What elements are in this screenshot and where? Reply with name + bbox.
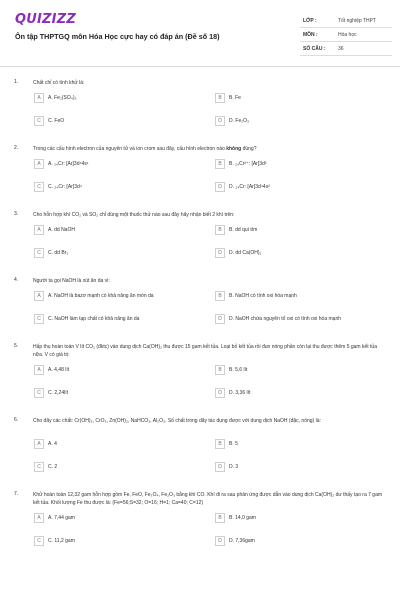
option-letter-box: A [34,439,44,449]
option-text: C. FeO [48,118,65,124]
option-d[interactable] [215,462,390,472]
option-d[interactable] [215,536,390,546]
question-number: 7. [14,491,19,497]
option-b[interactable] [215,365,390,375]
question-text: Trong các cấu hình electron của nguyên tử và ion crom sau đây, cấu hình electron nào không đúng? [33,146,257,152]
meta-value-question-count: 36 [338,46,344,52]
question-1 [0,74,400,140]
meta-value-class: Tốt nghiệp THPT [338,18,376,24]
option-text: A. ₂₄Cr: [Ar]3d⁴4s¹ [48,161,89,167]
option-text: D. 3 [229,464,239,470]
header-divider [0,66,400,67]
question-3 [0,206,400,272]
option-b[interactable] [215,225,390,235]
option-text: A. 7,44 gam [48,515,75,521]
worksheet-meta [300,14,392,56]
option-letter-box: B [215,439,225,449]
meta-key-question-count: SỐ CÂU : [303,46,326,52]
option-c[interactable] [34,116,209,126]
option-grid [0,364,400,412]
option-d[interactable] [215,182,390,192]
option-text: D. Fe₂O₃ [229,118,250,124]
option-letter-box: C [34,388,44,398]
question-number: 5. [14,343,19,349]
option-letter-box: D [215,462,225,472]
question-2 [0,140,400,206]
option-letter-box: D [215,314,225,324]
option-grid [0,290,400,338]
question-4 [0,272,400,338]
option-letter-box: A [34,513,44,523]
option-letter-box: A [34,93,44,103]
option-letter-box: C [34,248,44,258]
option-text: C. ₂₄Cr: [Ar]3d⁴ [48,184,82,190]
option-text: D. ₂₄Cr: [Ar]3d⁴4s² [229,184,270,190]
option-c[interactable] [34,462,209,472]
option-letter-box: C [34,314,44,324]
option-a[interactable] [34,225,209,235]
meta-key-class: LỚP : [303,18,317,24]
worksheet-header [0,0,400,66]
option-text: C. 11,2 gam [48,538,75,544]
option-text: A. 4,48 lít [48,367,70,373]
option-a[interactable] [34,365,209,375]
option-text: C. 2,24lít [48,390,69,396]
option-letter-box: D [215,182,225,192]
option-grid [0,158,400,206]
question-6 [0,412,400,486]
option-text: B. NaOH có tính oxi hóa mạnh [229,293,297,299]
option-text: A. NaOH là bazơ mạnh có khả năng ăn mòn da [48,293,154,299]
option-text: B. 5 [229,441,238,447]
option-letter-box: C [34,182,44,192]
question-text: Khử hoàn toàn 12,32 gam hỗn hợp gồm Fe, FeO, Fe₃O₄, Fe₂O₃ bằng khí CO. Khí đi ra sau phản ứng được dẫn vào dung dịch Ca(OH)₂ dư thấy tạo ra 7 gam kết tủa. Khối lượng Fe thu được là: (Fe=56;S=32; O=16; H=1; Ca=40; C=12) [33,492,383,506]
option-letter-box: C [34,462,44,472]
option-letter-box: C [34,116,44,126]
question-5 [0,338,400,412]
option-a[interactable] [34,159,209,169]
question-number: 4. [14,277,19,283]
option-b[interactable] [215,93,390,103]
option-a[interactable] [34,291,209,301]
option-letter-box: A [34,159,44,169]
option-c[interactable] [34,388,209,398]
meta-row-subject [300,28,392,42]
question-text: Cho dãy các chất: Cr(OH)₃, CrO₃, Zn(OH)₂, NaHCO₃, Al₂O₃. Số chất trong dãy tác dụng được với dung dịch NaOH (đặc, nóng) là: [33,418,321,424]
option-letter-box: B [215,225,225,235]
option-text: D. 3,36 lít [229,390,251,396]
option-c[interactable] [34,536,209,546]
option-letter-box: D [215,116,225,126]
option-text: A. Fe₂(SO₄)₃ [48,95,77,101]
option-text: A. dd NaOH [48,227,75,233]
option-letter-box: D [215,388,225,398]
option-a[interactable] [34,513,209,523]
option-c[interactable] [34,314,209,324]
option-text: B. dd quì tím [229,227,258,233]
option-d[interactable] [215,116,390,126]
option-text: C. 2 [48,464,58,470]
meta-value-subject: Hóa học [338,32,357,38]
option-text: D. dd Ca(OH)₂ [229,250,262,256]
quizizz-logo: QUIZIZZ [15,12,76,27]
worksheet-title: Ôn tập THPTGQ môn Hóa Học cực hay có đáp án (Đề số 18) [15,32,220,41]
option-d[interactable] [215,314,390,324]
option-letter-box: B [215,513,225,523]
option-text: D. 7,36gam [229,538,255,544]
option-text: B. Fe [229,95,241,101]
emphasis-word: không [226,146,242,152]
option-b[interactable] [215,439,390,449]
option-grid [0,224,400,272]
option-letter-box: C [34,536,44,546]
option-letter-box: A [34,291,44,301]
question-text: Chất chỉ có tính khử là: [33,80,85,86]
option-letter-box: A [34,365,44,375]
meta-row-class [300,14,392,28]
option-a[interactable] [34,93,209,103]
option-grid [0,92,400,140]
option-letter-box: B [215,365,225,375]
option-a[interactable] [34,439,209,449]
option-text: D. NaOH chứa nguyên tố oxi có tính oxi hóa mạnh [229,316,342,322]
option-text: C. dd Br₂ [48,250,69,256]
question-text: Hấp thụ hoàn toàn V lít CO₂ (đktc) vào dung dịch Ca(OH)₂ thu được 15 gam kết tủa. Loại bỏ kết tủa rồi đun nóng phần còn lại thu được thêm 5 gam kết tủa nữa. V có giá trị: [33,344,377,358]
option-b[interactable] [215,513,390,523]
option-letter-box: B [215,93,225,103]
option-d[interactable] [215,248,390,258]
meta-row-question-count [300,42,392,56]
question-number: 2. [14,145,19,151]
option-letter-box: D [215,536,225,546]
option-letter-box: A [34,225,44,235]
option-d[interactable] [215,388,390,398]
option-text: B. ₂₄Cr²⁺: [Ar]3d³ [229,161,267,167]
option-text: A. 4 [48,441,57,447]
question-number: 6. [14,417,19,423]
option-text: B. 5,6 lít [229,367,248,373]
option-grid [0,438,400,486]
option-text: C. NaOH làm tạp chất có khả năng ăn da [48,316,140,322]
question-number: 1. [14,79,19,85]
option-c[interactable] [34,248,209,258]
option-text: B. 14,0 gam [229,515,256,521]
question-7 [0,486,400,560]
option-letter-box: B [215,291,225,301]
question-number: 3. [14,211,19,217]
question-text: Người ta gọi NaOH là xút ăn da vì: [33,278,110,284]
option-b[interactable] [215,159,390,169]
question-text: Cho hỗn hợp khí CO₂ và SO₂ chỉ dùng một thuốc thử nào sau đây hãy nhận biết 2 khí trên: [33,212,235,218]
option-c[interactable] [34,182,209,192]
question-list [0,74,400,560]
option-letter-box: D [215,248,225,258]
meta-key-subject: MÔN : [303,32,318,38]
option-b[interactable] [215,291,390,301]
option-letter-box: B [215,159,225,169]
option-grid [0,512,400,560]
